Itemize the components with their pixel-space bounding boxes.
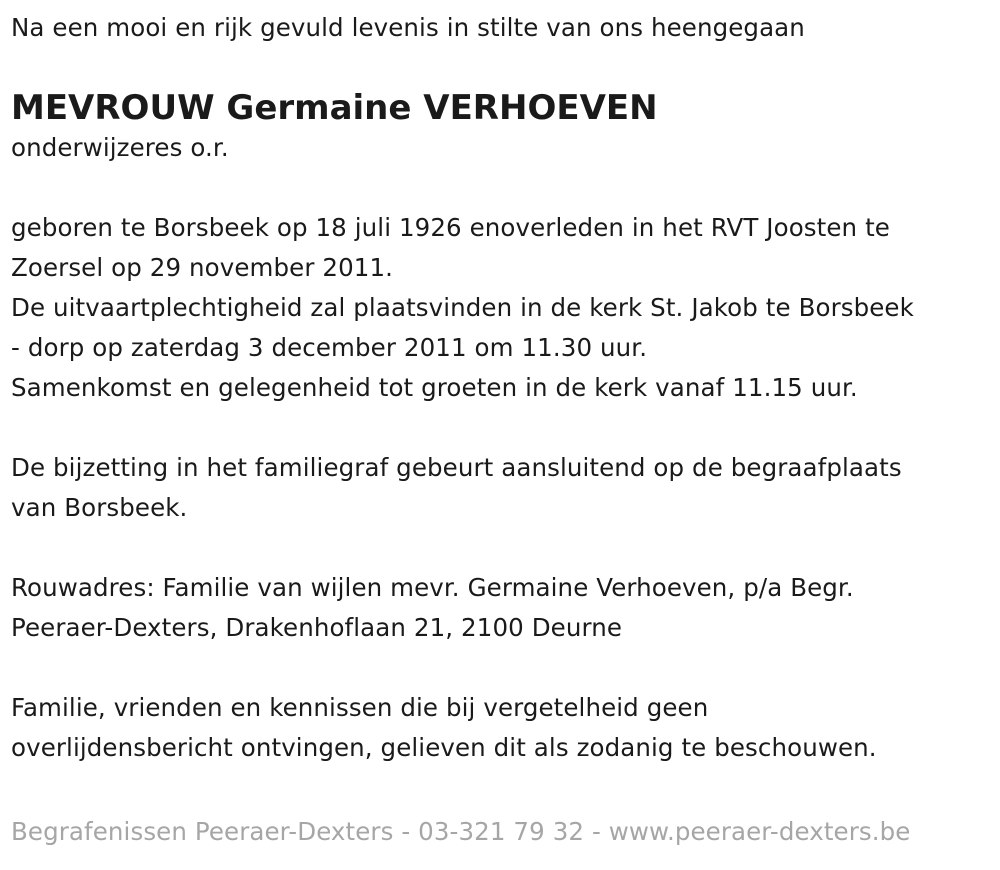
text-line: Familie, vrienden en kennissen die bij vergetelheid geen xyxy=(11,693,709,722)
text-line: van Borsbeek. xyxy=(11,493,188,522)
paragraph-funeral-details xyxy=(11,208,986,408)
text-line: Samenkomst en gelegenheid tot groeten in de kerk vanaf 11.15 uur. xyxy=(11,373,858,402)
paragraph-closing-note xyxy=(11,688,986,768)
text-line: De bijzetting in het familiegraf gebeurt aansluitend op de begraafplaats xyxy=(11,453,902,482)
text-line: De uitvaartplechtigheid zal plaatsvinden in de kerk St. Jakob te Borsbeek xyxy=(11,293,914,322)
funeral-home-footer: Begrafenissen Peeraer-Dexters - 03-321 79 32 - www.peeraer-dexters.be xyxy=(11,817,911,846)
text-line: Zoersel op 29 november 2011. xyxy=(11,253,394,282)
spacer xyxy=(11,648,986,688)
paragraph-burial xyxy=(11,448,986,528)
text-line: - dorp op zaterdag 3 december 2011 om 11.30 uur. xyxy=(11,333,648,362)
text-line: overlijdensbericht ontvingen, gelieven dit als zodanig te beschouwen. xyxy=(11,733,877,762)
paragraph-mourning-address xyxy=(11,568,986,648)
death-notice xyxy=(11,8,986,768)
text-line: Rouwadres: Familie van wijlen mevr. Germaine Verhoeven, p/a Begr. xyxy=(11,573,854,602)
spacer xyxy=(11,528,986,568)
spacer xyxy=(11,168,986,208)
occupation: onderwijzeres o.r. xyxy=(11,133,229,162)
deceased-name: MEVROUW Germaine VERHOEVEN xyxy=(11,88,658,128)
text-line: geboren te Borsbeek op 18 juli 1926 enoverleden in het RVT Joosten te xyxy=(11,213,890,242)
intro-line: Na een mooi en rijk gevuld levenis in stilte van ons heengegaan xyxy=(11,13,805,42)
text-line: Peeraer-Dexters, Drakenhoflaan 21, 2100 Deurne xyxy=(11,613,623,642)
spacer xyxy=(11,408,986,448)
